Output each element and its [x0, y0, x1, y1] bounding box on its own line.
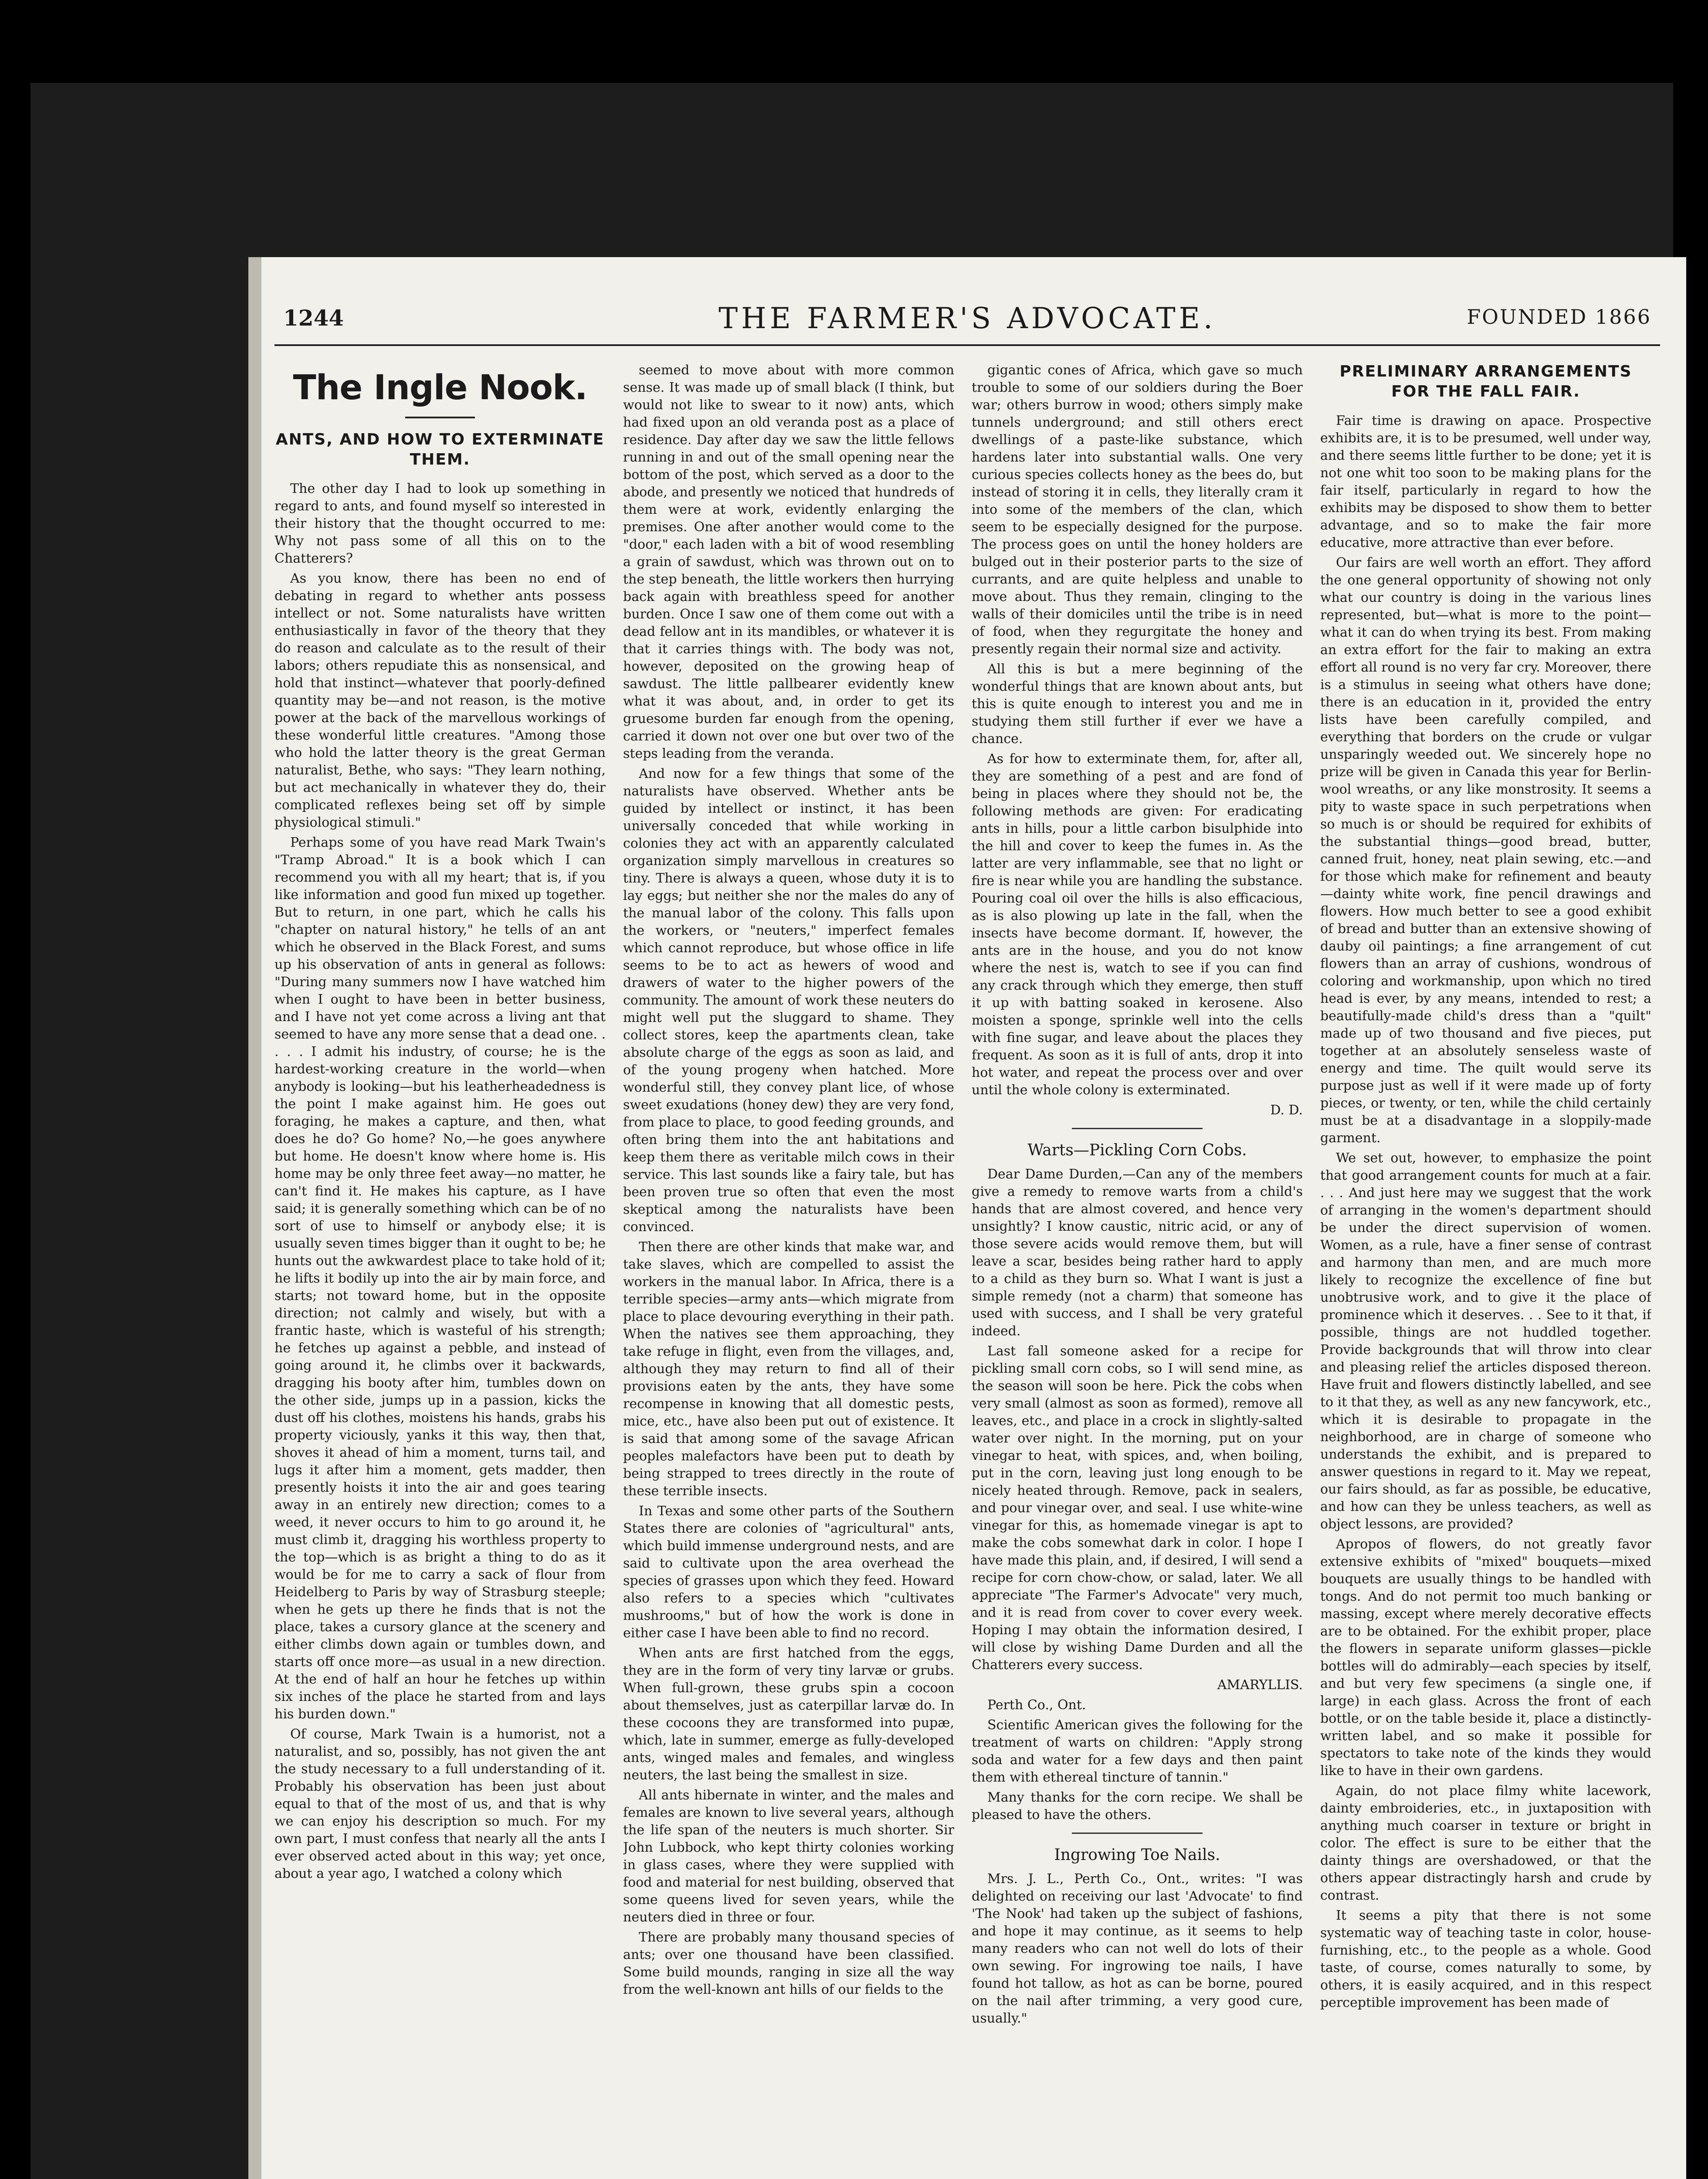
- page-header: [274, 302, 1660, 346]
- paragraph: Then there are other kinds that make war, and take slaves, which are compelled to assist the workers in the manual labor. In Africa, there is a terrible species—army ants—which migrate from place to place devouring everything in their path. When the natives see them approaching, they take refuge in flight, even from the villages, and, although they may return to find all of their provisions eaten by the ants, they have some recompense in knowing that all domestic pests, mice, etc., have also been put out of existence. It is said that among some of the savage African peoples malefactors have been put to death by being strapped to trees directly in the route of these terrible insects.: [623, 1239, 954, 1499]
- paragraph: It seems a pity that there is not some systematic way of teaching taste in color, house-furnishing, etc., to the people as a whole. Good taste, of course, comes naturally to some, by others, it is easily acquired, and in this respect perceptible improvement has been made of: [1320, 1908, 1651, 2010]
- paragraph: Again, do not place filmy white lacework, dainty embroideries, etc., in juxtaposition with anything much coarser in texture or bright in color. The effect is sure to be either that the dainty things are overshadowed, or that the others appear distractingly harsh and crude by contrast.: [1320, 1783, 1651, 1903]
- paragraph: seemed to move about with more common sense. It was made up of small black (I think, but would not like to swear to it now) ants, which had fixed upon an old veranda post as a place of residence. Day after day we saw the little fellows running in and out of the small opening near the bottom of the post, which served as a door to the abode, and presently we noticed that hundreds of them were at work, evidently enlarging the premises. One after another would come to the "door," each laden with a bit of wood resembling a grain of sawdust, which was thrown out on to the step beneath, the little workers then hurrying back again with breathless speed for another burden. Once I saw one of them come out with a dead fellow ant in its mandibles, or whatever it is that it carries things with. The body was not, however, deposited on the growing heap of sawdust. The little pallbearer evidently knew what it was about, and, in order to get its gruesome burden far enough from the opening, carried it down not over one but over two of the steps leading from the veranda.: [623, 363, 954, 761]
- letter-place: Perth Co., Ont.: [987, 1697, 1086, 1713]
- toe-nails-section-title: Ingrowing Toe Nails.: [1054, 1846, 1220, 1864]
- paragraph: Many thanks for the corn recipe. We shall be pleased to have the others.: [972, 1790, 1303, 1823]
- paragraph: The other day I had to look up something in regard to ants, and found myself so interested in their history that the thought occurred to me: Why not pass some of all this on to the Chatterers?: [274, 481, 606, 566]
- paragraph: All ants hibernate in winter, and the males and females are known to live several years, although the life span of the neuters is much shorter. Sir John Lubbock, who kept thirty colonies working in glass cases, where they were supplied with food and material for nest building, observed that some queens lived for seven years, while the neuters died in three or four.: [623, 1788, 954, 1925]
- paragraph: As you know, there has been no end of debating in regard to whether ants possess intellect or not. Some naturalists have written enthusiastically in favor of the theory that they do reason and calculate as to the result of their labors; others repudiate this as nonsensical, and hold that instinct—whatever that poorly-defined quantity may be—and not reason, is the motive power at the back of the marvellous workings of these wonderful little creatures. "Among those who hold the latter theory is the great German naturalist, Bethe, who says: "They learn nothing, but act mechanically in whatever they do, their complicated reflexes being set off by simple physiological stimuli.": [274, 571, 606, 830]
- masthead: THE FARMER'S ADVOCATE.: [718, 302, 1216, 335]
- paragraph: Fair time is drawing on apace. Prospective exhibits are, it is to be presumed, well under way, and there seems little further to be done; yet it is not one whit too soon to be making plans for the fair itself, particularly in regard to how the exhibits may be disposed to show them to better advantage, and so to make the fair more educative, more attractive than ever before.: [1320, 413, 1651, 550]
- title-rule: [405, 417, 475, 418]
- paragraph: Scientific American gives the following for the treatment of warts on children: "Apply strong soda and water for a few days and then paint them with ethereal tincture of tannin.": [972, 1717, 1303, 1785]
- paragraph: All this is but a mere beginning of the wonderful things that are known about ants, but this is quite enough to interest you and me in studying them still further if ever we have a chance.: [972, 662, 1303, 747]
- paragraph: Last fall someone asked for a recipe for pickling small corn cobs, so I will send mine, as the season will soon be here. Pick the cobs when very small (almost as soon as formed), remove all leaves, etc., and place in a crock in slightly-salted water over night. In the morning, put on your vinegar to heat, with spices, and, when boiling, put in the corn, leaving just long enough to be nicely heated through. Remove, pack in sealers, and pour vinegar over, and seal. I use white-wine vinegar for this, as homemade vinegar is apt to make the cobs somewhat dark in color. I hope I have made this plain, and, if desired, I will send a recipe for corn chow-chow, or salad, later. We all appreciate "The Farmer's Advocate" very much, and it is read from cover to cover every week. Hoping I may obtain the information desired, I will close by wishing Dame Durden and all the Chatterers every success.: [972, 1344, 1303, 1673]
- page-binding-edge: [248, 257, 261, 2179]
- section-divider: [1072, 1128, 1203, 1129]
- section-divider: [1072, 1833, 1203, 1834]
- paragraph: We set out, however, to emphasize the point that good arrangement counts for much at a fair. . . . And just here may we suggest that the work of arranging in the women's department should be under the direct supervision of women. Women, as a rule, have a finer sense of contrast and harmony than men, and are much more likely to recognize the excellence of fine but unobtrusive work, and to give it the place of prominence which it deserves. . . See to it that, if possible, things are not huddled together. Provide backgrounds that will throw into clear and pleasing relief the articles disposed thereon. Have fruit and flowers distinctly labelled, and see to it that they, as well as any new fancywork, etc., which it is desirable to propagate in the neighborhood, are in charge of someone who understands the exhibit, and is prepared to answer questions in regard to it. May we repeat, our fairs should, as far as possible, be educative, and how can they be unless teachers, as well as object lessons, are provided?: [1320, 1151, 1651, 1532]
- column-4: [1320, 362, 1651, 2179]
- paragraph: Our fairs are well worth an effort. They afford the one general opportunity of showing not only what our country is doing in the various lines represented, but—what is more to the point—what it can do when trying its best. From making an extra effort for the fair to making an extra effort all round is no very far cry. Moreover, there is a stimulus in seeing what others have done; there is an education in it, provided the entry lists have been carefully compiled, and everything that borders on the crude or vulgar unsparingly weeded out. We sincerely hope no prize will be given in Canada this year for Berlin-wool wreaths, or any like monstrosity. It seems a pity to waste space in such perpetrations when so much is or should be required for exhibits of the substantial things—good bread, butter, canned fruit, honey, neat plain sewing, etc.—and for those which make for refinement and beauty—dainty white work, fine pencil drawings and flowers. How much better to see a good exhibit of bread and butter than an extensive showing of dauby oil paintings; a fine arrangement of cut flowers than an array of cushions, wondrous of coloring and workmanship, upon which no tired head is ever, by any means, intended to rest; a beautifully-made child's dress than a "quilt" made up of two thousand and five pieces, put together at an absolutely senseless waste of energy and time. The quilt would serve its purpose just as well if it were made up of forty pieces, or twenty, or ten, while the child certainly must be at a disadvantage in a sloppily-made garment.: [1320, 555, 1651, 1146]
- newspaper-page: [248, 257, 1686, 2179]
- column-1: [274, 362, 606, 2179]
- paragraph: gigantic cones of Africa, which gave so much trouble to some of our soldiers during the Boer war; others burrow in wood; others simply make tunnels underground; and still others erect dwellings of a paste-like substance, which hardens later into substantial walls. One very curious species collects honey as the bees do, but instead of storing it in cells, they literally cram it into some of the members of the clan, which seem to be especially designed for the purpose. The process goes on until the honey holders are bulged out in their posterior parts to the size of currants, and are quite helpless and unable to move about. Thus they remain, clinging to the walls of their domiciles until the tribe is in need of food, when they regurgitate the honey and presently regain their normal size and activity.: [972, 363, 1303, 657]
- warts-section-title: Warts—Pickling Corn Cobs.: [1027, 1141, 1247, 1159]
- letter-signature: AMARYLLIS.: [1217, 1677, 1303, 1693]
- fall-fair-article-title: PRELIMINARY ARRANGEMENTS FOR THE FALL FAIR.: [1339, 363, 1632, 401]
- paragraph: And now for a few things that some of the naturalists have observed. Whether ants be guided by intellect or instinct, it has been universally conceded that while working in colonies they act with an apparently calculated organization simply marvellous in creatures so tiny. There is always a queen, whose duty it is to lay eggs; but neither she nor the males do any of the manual labor of the colony. This falls upon the workers, or "neuters," imperfect females which cannot reproduce, but whose office in life seems to be to act as hewers of wood and drawers of water to the higher powers of the community. The amount of work these neuters do might well put the sluggard to shame. They collect stores, keep the apartments clean, take absolute charge of the eggs as soon as laid, and of the young progeny when hatched. More wonderful still, they convey plant lice, of whose sweet exudations (honey dew) they are very fond, from place to place, to good feeding grounds, and often bring them into the ant habitations and keep them there as veritable milch cows in their service. This last sounds like a fairy tale, but has been proven true so often that even the most skeptical among the naturalists have been convinced.: [623, 766, 954, 1235]
- paragraph: Perhaps some of you have read Mark Twain's "Tramp Abroad." It is a book which I can recommend you with all my heart; that is, if you like information and good fun mixed up together. But to return, in one part, which he calls his "chapter on natural history," he tells of an ant which he observed in the Black Forest, and sums up his observation of ants in general as follows: "During many summers now I have watched him when I ought to have been in better business, and I have not yet come across a living ant that seemed to have any more sense that a dead one. . . . . I admit his industry, of course; he is the hardest-working creature in the world—when anybody is looking—but his leatherheadedness is the point I make against him. He goes out foraging, he makes a capture, and then, what does he do? Go home? No,—he goes anywhere but home. He doesn't know where home is. His home may be only three feet away—no matter, he can't find it. He makes his capture, as I have said; it is generally something which can be of no sort of use to himself or anybody else; it is usually seven times bigger than it ought to be; he hunts out the awkwardest place to take hold of it; he lifts it bodily up into the air by main force, and starts; not toward home, but in the opposite direction; not calmly and wisely, but with a frantic haste, which is wasteful of his strength; he fetches up against a pebble, and instead of going around it, he climbs over it backwards, dragging his booty after him, tumbles down on the other side, jumps up in a passion, kicks the dust off his clothes, moistens his hands, grabs his property viciously, yanks it this way, then that, shoves it ahead of him a moment, turns tail, and lugs it after him a moment, gets madder, then presently hoists it into the air and goes tearing away in an entirely new direction; comes to a weed, it never occurs to him to go around it, he must climb it, dragging his worthless property to the top—which is as bright a thing to do as it would be for me to carry a sack of flour from Heidelberg to Paris by way of Strasburg steeple; when he gets up there he finds that is not the place, takes a cursory glance at the scenery and either climbs down again or tumbles down, and starts off once more—as usual in a new direction. At the end of half an hour he fetches up within six inches of the place he started from and lays his burden down.": [274, 835, 606, 1722]
- paragraph: Apropos of flowers, do not greatly favor extensive exhibits of "mixed" bouquets—mixed bouquets are usually things to be handled with tongs. And do not permit too much banking or massing, except where merely decorative effects are to be obtained. For the exhibit proper, place the flowers in separate uniform glasses—pickle bottles will do admirably—each species by itself, and but very few specimens (a single one, if large) in each glass. Across the front of each bottle, or on the table beside it, place a distinctly-written label, and so make it possible for spectators to take note of the kinds they would like to have in their own gardens.: [1320, 1537, 1651, 1778]
- paragraph: When ants are first hatched from the eggs, they are in the form of very tiny larvæ or grubs. When full-grown, these grubs spin a cocoon about themselves, just as caterpillar larvæ do. In these cocoons they are transformed into pupæ, which, late in summer, emerge as fully-developed ants, winged males and females, and wingless neuters, the last being the smallest in size.: [623, 1646, 954, 1783]
- column-2: [623, 362, 954, 2179]
- paragraph: There are probably many thousand species of ants; over one thousand have been classified. Some build mounds, ranging in size all the way from the well-known ant hills of our fields to the: [623, 1930, 954, 1997]
- founded-line: FOUNDED 1866: [1467, 305, 1651, 329]
- paragraph: In Texas and some other parts of the Southern States there are colonies of "agricultural" ants, which build immense underground nests, and are said to cultivate upon the area overhead the species of grasses upon which they feed. Howard also refers to a species which "cultivates mushrooms," but of how the work is done in either case I have been able to find no record.: [623, 1504, 954, 1641]
- paragraph: Dear Dame Durden,—Can any of the members give a remedy to remove warts from a child's hands that are almost covered, and hence very unsightly? I know caustic, nitric acid, or any of those severe acids would remove them, but will leave a scar, besides being rather hard to apply to a child as they burn so. What I want is just a simple remedy (not a charm) that someone has used with success, and I shall be very grateful indeed.: [972, 1167, 1303, 1339]
- paragraph: As for how to exterminate them, for, after all, they are something of a pest and are fond of being in places where they should not be, the following methods are given: For eradicating ants in hills, pour a little carbon bisulphide into the hill and cover to keep the fumes in. As the latter are very inflammable, see that no light or fire is near while you are handling the substance. Pouring coal oil over the hills is also efficacious, as is also plowing up late in the fall, when the insects have become dormant. If, however, the ants are in the house, and you do not know where the nest is, watch to see if you can find any crack through which they emerge, then stuff it up with batting soaked in kerosene. Also moisten a sponge, sprinkle well into the cells with fine sugar, and leave about the places they frequent. As soon as it is full of ants, drop it into hot water, and repeat the process over and over until the whole colony is exterminated.: [972, 751, 1303, 1098]
- paragraph: Mrs. J. L., Perth Co., Ont., writes: "I was delighted on receiving our last 'Advocate' to find 'The Nook' had taken up the subject of fashions, and hope it may continue, as it seems to help many readers who can not well do lots of their own sewing. For ingrowing toe nails, I have found hot tallow, as hot as can be borne, poured on the nail after trimming, a very good cure, usually.": [972, 1871, 1303, 2026]
- article-signature: D. D.: [1270, 1103, 1303, 1118]
- ingle-nook-title: The Ingle Nook.: [293, 368, 587, 407]
- ants-article-title: ANTS, AND HOW TO EXTERMINATE THEM.: [275, 431, 605, 468]
- paragraph: Of course, Mark Twain is a humorist, not a naturalist, and so, possibly, has not given the ant the study necessary to a full understanding of it. Probably his observation has been just about equal to that of the most of us, and that is why we can enjoy his description so much. For my own part, I must confess that nearly all the ants I ever observed acted about in this way; yet once, about a year ago, I watched a colony which: [274, 1727, 606, 1881]
- column-3: [972, 362, 1303, 2179]
- page-number: 1244: [283, 305, 344, 331]
